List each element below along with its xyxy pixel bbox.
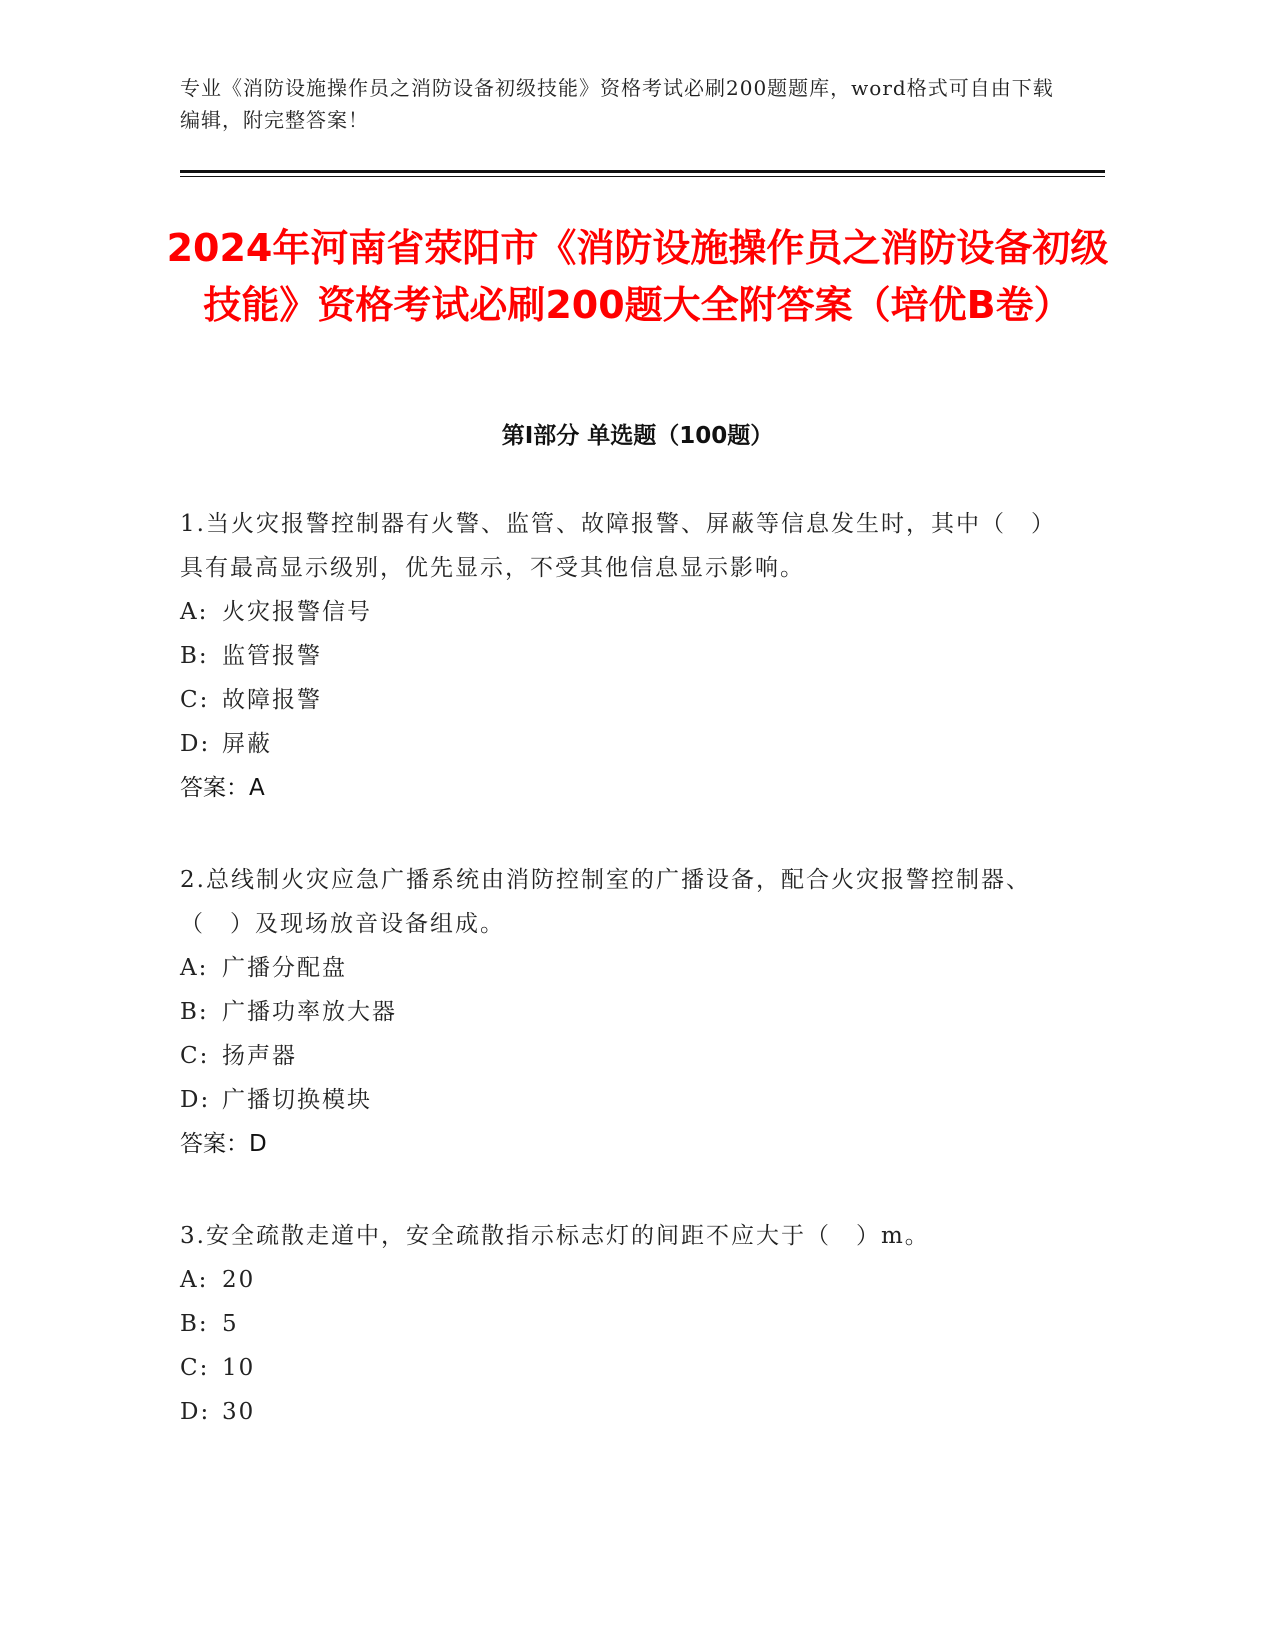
option-text: 广播分配盘	[222, 955, 347, 981]
option-text: 扬声器	[222, 1043, 297, 1069]
option-letter: A:	[180, 599, 209, 625]
question-2	[180, 858, 1060, 1166]
option-letter: A:	[180, 955, 209, 981]
question-text: 3.安全疏散走道中，安全疏散指示标志灯的间距不应大于（ ）m。	[180, 1223, 930, 1249]
option-letter: B:	[180, 999, 209, 1025]
question-1	[180, 502, 1060, 810]
option-text: 火灾报警信号	[222, 599, 372, 625]
option-d	[180, 1078, 1060, 1122]
document-title: 2024年河南省荥阳市《消防设施操作员之消防设备初级技能》资格考试必刷200题大全附答案（培优B卷）	[166, 226, 1109, 327]
option-letter: C:	[180, 1355, 210, 1381]
question-text: 1.当火灾报警控制器有火警、监管、故障报警、屏蔽等信息发生时，其中（ ）具有最高显示级别，优先显示，不受其他信息显示影响。	[180, 511, 1056, 581]
option-b	[180, 990, 1060, 1034]
question-text: 2.总线制火灾应急广播系统由消防控制室的广播设备，配合火灾报警控制器、（ ）及现场放音设备组成。	[180, 867, 1031, 937]
option-letter: B:	[180, 1311, 209, 1337]
option-text: 监管报警	[222, 643, 322, 669]
option-c	[180, 678, 1060, 722]
option-a	[180, 946, 1060, 990]
option-text: 广播功率放大器	[222, 999, 397, 1025]
option-text: 屏蔽	[222, 731, 272, 757]
option-letter: C:	[180, 1043, 210, 1069]
option-letter: B:	[180, 643, 209, 669]
option-text: 10	[222, 1355, 256, 1381]
option-letter: D:	[180, 1087, 211, 1113]
option-a	[180, 1258, 1060, 1302]
answer-line: 答案：D	[180, 1131, 267, 1157]
option-a	[180, 590, 1060, 634]
option-d	[180, 722, 1060, 766]
question-3	[180, 1214, 1060, 1434]
option-letter: D:	[180, 1399, 211, 1425]
option-text: 故障报警	[222, 687, 322, 713]
option-text: 20	[222, 1267, 256, 1293]
option-text: 30	[222, 1399, 256, 1425]
question-list	[180, 502, 1060, 1482]
header-note: 专业《消防设施操作员之消防设备初级技能》资格考试必刷200题题库，word格式可自由下载编辑，附完整答案！	[180, 76, 1054, 132]
option-c	[180, 1034, 1060, 1078]
option-b	[180, 1302, 1060, 1346]
answer-line: 答案：A	[180, 775, 265, 801]
option-letter: C:	[180, 687, 210, 713]
option-c	[180, 1346, 1060, 1390]
option-letter: A:	[180, 1267, 209, 1293]
section-title: 第Ⅰ部分 单选题（100题）	[501, 423, 774, 449]
option-b	[180, 634, 1060, 678]
option-text: 5	[222, 1311, 239, 1337]
option-text: 广播切换模块	[222, 1087, 372, 1113]
header-rule-thin	[180, 176, 1105, 177]
header-rule-thick	[180, 170, 1105, 173]
option-letter: D:	[180, 731, 211, 757]
option-d	[180, 1390, 1060, 1434]
